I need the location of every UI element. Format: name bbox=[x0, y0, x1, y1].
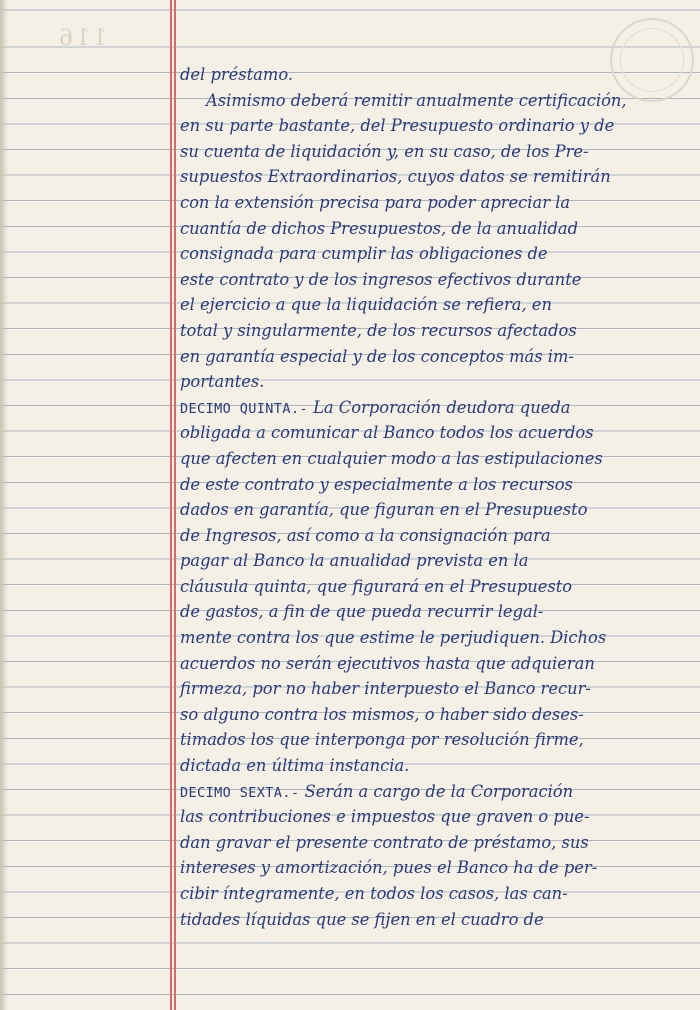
line-text: cuantía de dichos Presupuestos, de la anualidad bbox=[180, 218, 579, 238]
text-line bbox=[180, 62, 670, 88]
text-line bbox=[180, 651, 670, 677]
line-text: dictada en última instancia. bbox=[180, 756, 410, 776]
handwritten-text bbox=[180, 62, 670, 932]
line-text: Asimismo deberá remitir anualmente certificación, bbox=[206, 90, 627, 110]
text-line bbox=[180, 164, 670, 190]
clause-heading: DECIMO SEXTA.- bbox=[180, 784, 300, 801]
text-line bbox=[180, 523, 670, 549]
line-text: cibir íntegramente, en todos los casos, las can- bbox=[180, 884, 568, 903]
text-line bbox=[180, 292, 670, 318]
text-line bbox=[180, 344, 670, 370]
line-text: su cuenta de liquidación y, en su caso, de los Pre- bbox=[180, 141, 589, 161]
text-line bbox=[180, 472, 670, 498]
line-text: las contribuciones e impuestos que graven o pue- bbox=[180, 807, 590, 827]
text-line bbox=[180, 88, 670, 114]
line-text: cláusula quinta, que figurará en el Presupuesto bbox=[180, 576, 573, 596]
page-number: 116 bbox=[56, 26, 107, 51]
text-line bbox=[180, 753, 670, 779]
line-text: La Corporación deudora queda bbox=[313, 397, 571, 417]
text-line bbox=[180, 625, 670, 651]
line-text: firmeza, por no haber interpuesto el Banco recur- bbox=[180, 679, 591, 699]
text-line bbox=[180, 497, 670, 523]
binding-shadow bbox=[0, 0, 8, 1010]
line-text: dados en garantía, que figuran en el Presupuesto bbox=[180, 500, 588, 520]
text-line bbox=[180, 907, 670, 933]
line-text: en su parte bastante, del Presupuesto ordinario y de bbox=[180, 116, 615, 136]
text-line bbox=[180, 420, 670, 446]
line-text: consignada para cumplir las obligaciones de bbox=[180, 244, 548, 264]
text-line bbox=[180, 702, 670, 728]
margin-line bbox=[170, 0, 172, 1010]
line-text: pagar al Banco la anualidad prevista en la bbox=[180, 551, 529, 571]
text-line bbox=[180, 676, 670, 702]
text-line bbox=[180, 395, 670, 421]
line-text: que afecten en cualquier modo a las estipulaciones bbox=[180, 448, 603, 468]
line-text: Serán a cargo de la Corporación bbox=[304, 781, 574, 801]
line-text: de gastos, a fin de que pueda recurrir legal- bbox=[180, 602, 544, 622]
line-text: obligada a comunicar al Banco todos los acuerdos bbox=[180, 423, 594, 443]
line-text: tidades líquidas que se fijen en el cuadro de bbox=[180, 909, 544, 929]
text-line bbox=[180, 574, 670, 600]
text-line bbox=[180, 267, 670, 293]
line-text: supuestos Extraordinarios, cuyos datos se remitirán bbox=[180, 167, 611, 187]
clause-heading: DECIMO QUINTA.- bbox=[180, 400, 308, 417]
text-line bbox=[180, 318, 670, 344]
line-text: el ejercicio a que la liquidación se refiera, en bbox=[180, 295, 552, 315]
text-line bbox=[180, 216, 670, 242]
line-text: mente contra los que estime le perjudiquen. Dichos bbox=[180, 628, 607, 648]
line-text: so alguno contra los mismos, o haber sido deses- bbox=[180, 704, 584, 724]
text-line bbox=[180, 113, 670, 139]
text-line bbox=[180, 855, 670, 881]
text-line bbox=[180, 190, 670, 216]
line-text: portantes. bbox=[180, 372, 265, 392]
text-line bbox=[180, 881, 670, 907]
text-line bbox=[180, 369, 670, 395]
text-line bbox=[180, 548, 670, 574]
text-line bbox=[180, 779, 670, 805]
text-line bbox=[180, 830, 670, 856]
line-text: timados los que interponga por resolución firme, bbox=[180, 730, 584, 750]
text-line bbox=[180, 727, 670, 753]
text-line bbox=[180, 446, 670, 472]
line-text: en garantía especial y de los conceptos más im- bbox=[180, 346, 574, 366]
line-text: del préstamo. bbox=[180, 65, 294, 84]
line-text: de este contrato y especialmente a los recursos bbox=[180, 474, 573, 494]
line-text: este contrato y de los ingresos efectivos durante bbox=[180, 269, 582, 289]
text-line bbox=[180, 599, 670, 625]
line-text: de Ingresos, así como a la consignación para bbox=[180, 525, 551, 545]
line-text: intereses y amortización, pues el Banco ha de per- bbox=[180, 858, 598, 878]
text-line bbox=[180, 241, 670, 267]
margin-line bbox=[174, 0, 176, 1010]
line-text: dan gravar el presente contrato de préstamo, sus bbox=[180, 832, 589, 852]
line-text: acuerdos no serán ejecutivos hasta que adquieran bbox=[180, 653, 595, 673]
text-line bbox=[180, 804, 670, 830]
line-text: con la extensión precisa para poder apreciar la bbox=[180, 192, 571, 212]
line-text: total y singularmente, de los recursos afectados bbox=[180, 320, 577, 340]
text-line bbox=[180, 139, 670, 165]
